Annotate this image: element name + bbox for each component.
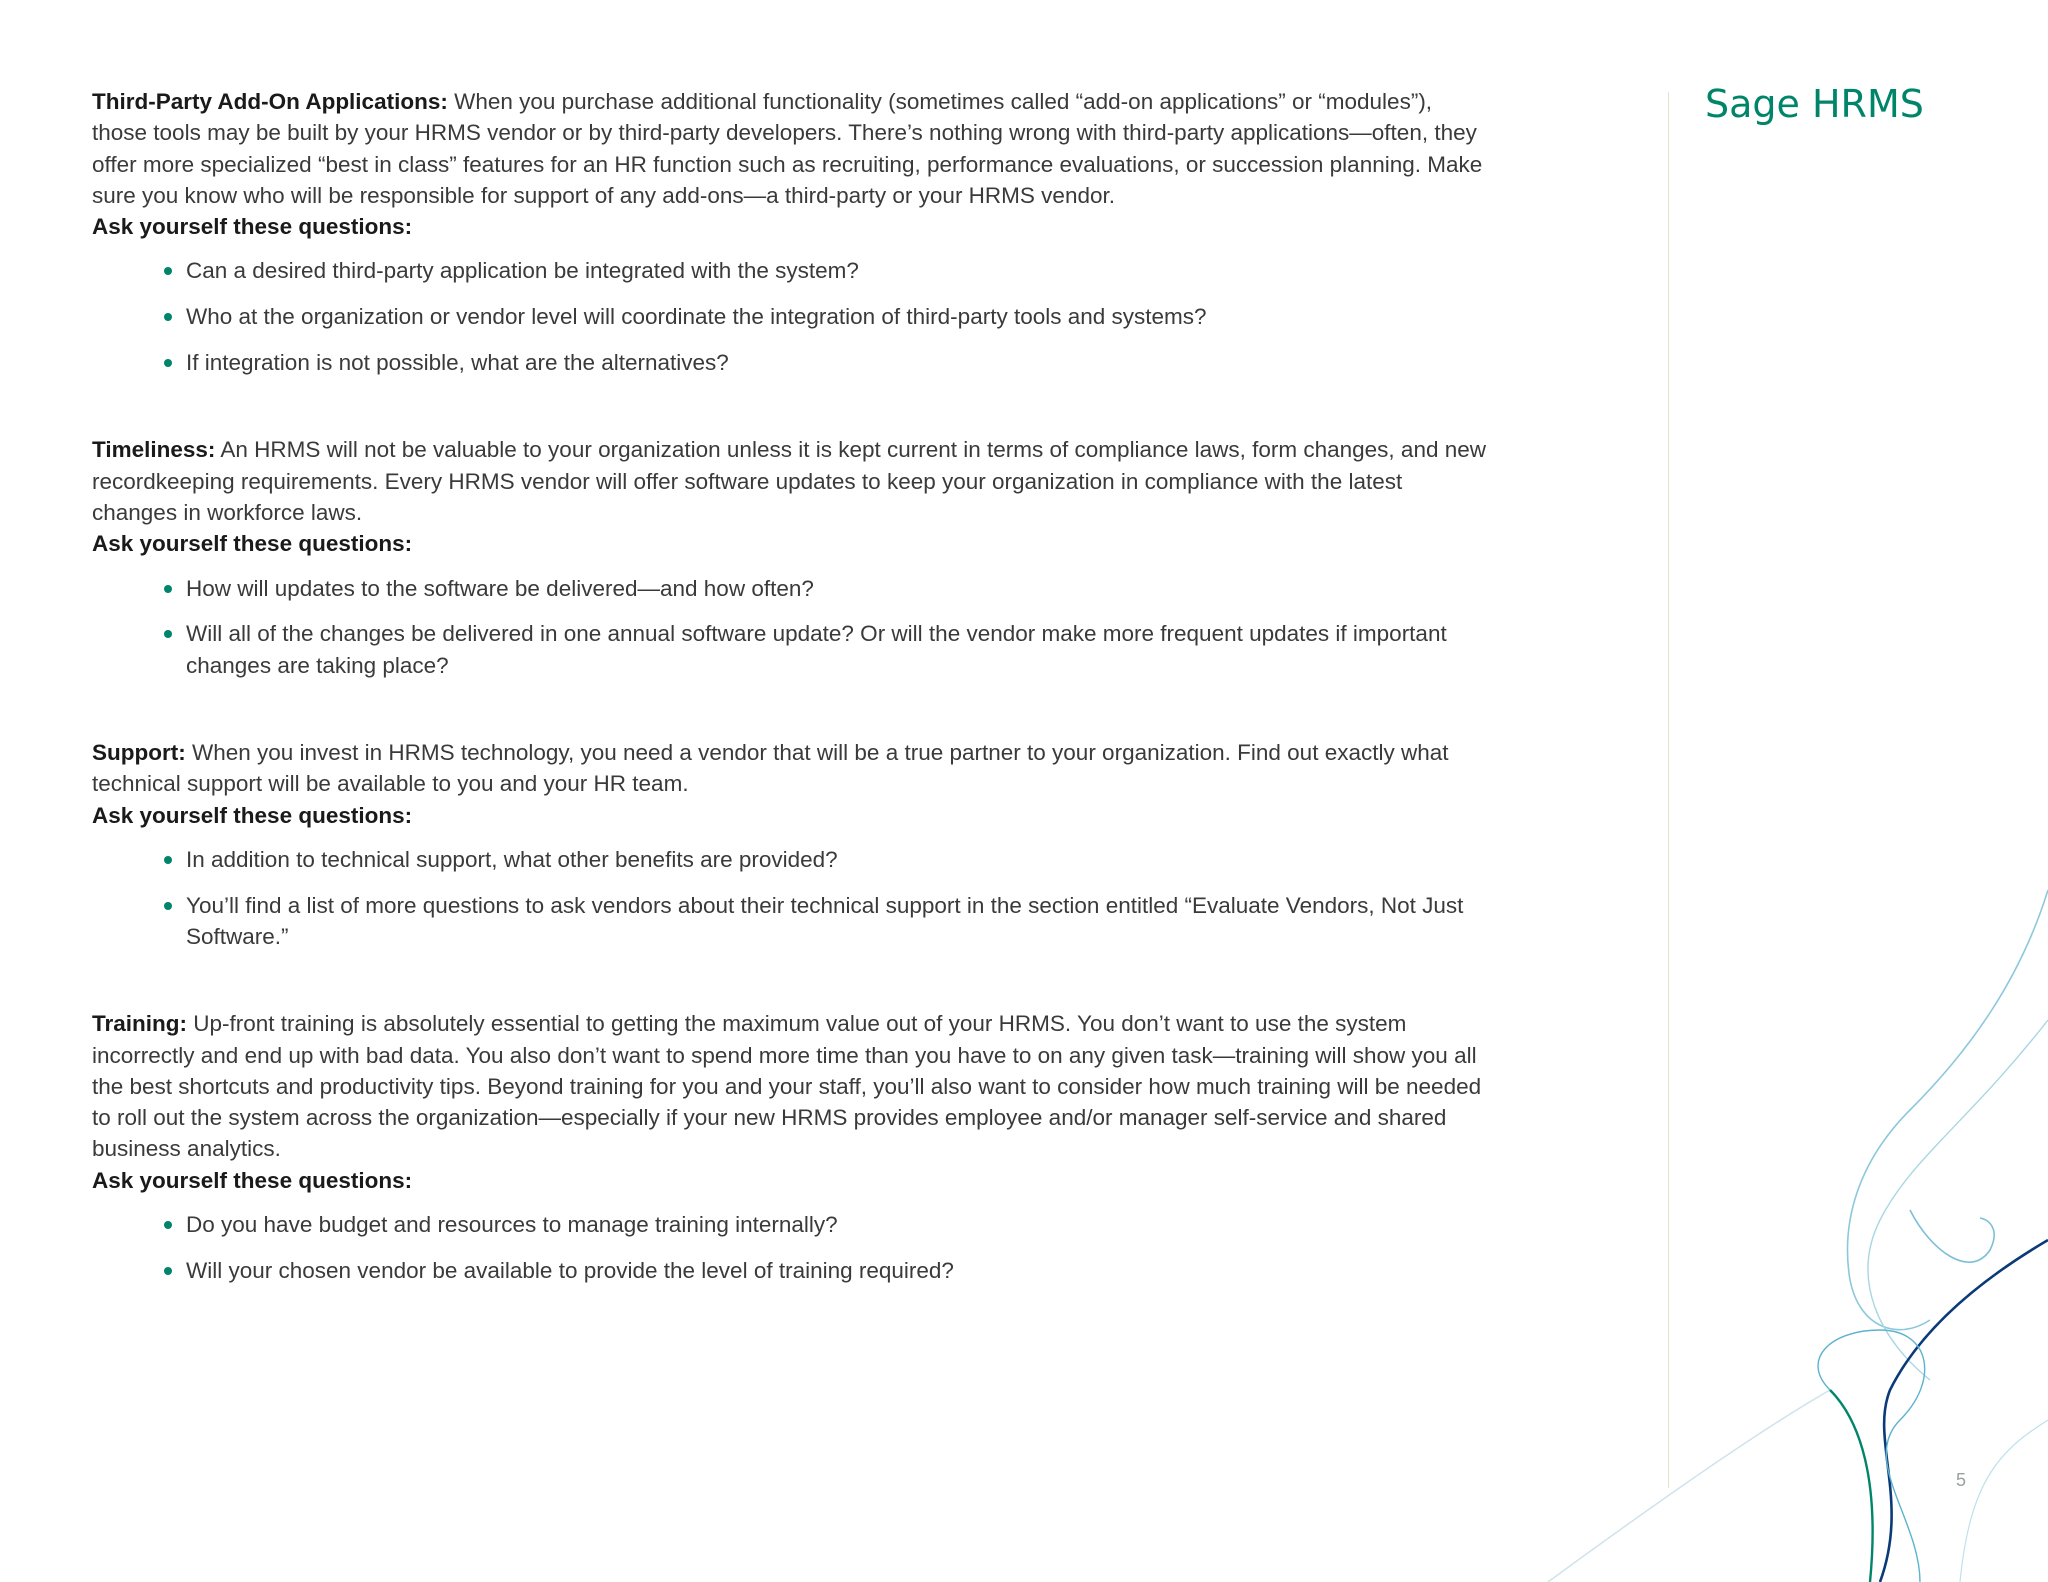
section-paragraph [92,737,1492,800]
question-item: Who at the organization or vendor level will coordinate the integration of third-party tools and systems? [186,301,1492,332]
question-item: How will updates to the software be delivered—and how often? [186,573,1492,604]
question-item: Will your chosen vendor be available to provide the level of training required? [186,1255,1492,1286]
brand-logo: Sage HRMS [1705,82,1924,126]
question-item: Can a desired third-party application be integrated with the system? [186,255,1492,286]
question-item: If integration is not possible, what are the alternatives? [186,347,1492,378]
section-third-party [92,86,1492,378]
question-item: You’ll find a list of more questions to ask vendors about their technical support in the section entitled “Evaluate Vendors, Not Just Software.” [186,890,1492,953]
question-item: Will all of the changes be delivered in one annual software update? Or will the vendor make more frequent updates if important changes are taking place? [186,618,1492,681]
section-lead: Third-Party Add-On Applications: [92,89,448,114]
section-body: When you purchase additional functionality (sometimes called “add-on applications” or “modules”), those tools may be built by your HRMS vendor or by third-party developers. There’s nothing wrong with third-party applications—often, they offer more specialized “best in class” features for an HR function such as recruiting, performance evaluations, or succession planning. Make sure you know who will be responsible for support of any add-ons—a third-party or your HRMS vendor. [92,89,1483,208]
section-body: When you invest in HRMS technology, you need a vendor that will be a true partner to your organization. Find out exactly what technical support will be available to you and your HR team. [92,739,1449,797]
section-paragraph [92,86,1492,211]
section-paragraph [92,434,1492,528]
page-number: 5 [1956,1470,1967,1490]
section-lead: Timeliness: [92,437,216,463]
section-lead: Support: [92,739,186,765]
section-training [92,1008,1492,1286]
ask-heading: Ask yourself these questions: [92,214,413,240]
question-item: Do you have budget and resources to manage training internally? [186,1209,1492,1240]
question-item: In addition to technical support, what other benefits are provided? [186,844,1492,875]
ask-heading: Ask yourself these questions: [92,802,413,828]
question-list [92,1209,1492,1286]
ask-heading: Ask yourself these questions: [92,1167,413,1193]
section-body: Up-front training is absolutely essential to getting the maximum value out of your HRMS. You don’t want to use the system incorrectly and end up with bad data. You also don’t want to spend more time than you have to on any given task—training will show you all the best shortcuts and productivity tips. Beyond training for you and your staff, you’ll also want to consider how much training will be needed to roll out the system across the organization—especially if your new HRMS provides employee and/or manager self-service and shared business analytics. [92,1011,1482,1162]
section-support [92,737,1492,952]
question-list [92,573,1492,681]
question-list [92,844,1492,952]
section-lead: Training: [92,1011,187,1037]
document-body [92,86,1492,1342]
ask-heading: Ask yourself these questions: [92,531,413,557]
section-timeliness [92,434,1492,681]
section-paragraph [92,1008,1492,1164]
section-body: An HRMS will not be valuable to your organization unless it is kept current in terms of compliance laws, form changes, and new recordkeeping requirements. Every HRMS vendor will offer software updates to keep your organization in compliance with the latest changes in workforce laws. [92,437,1487,525]
question-list [92,255,1492,378]
